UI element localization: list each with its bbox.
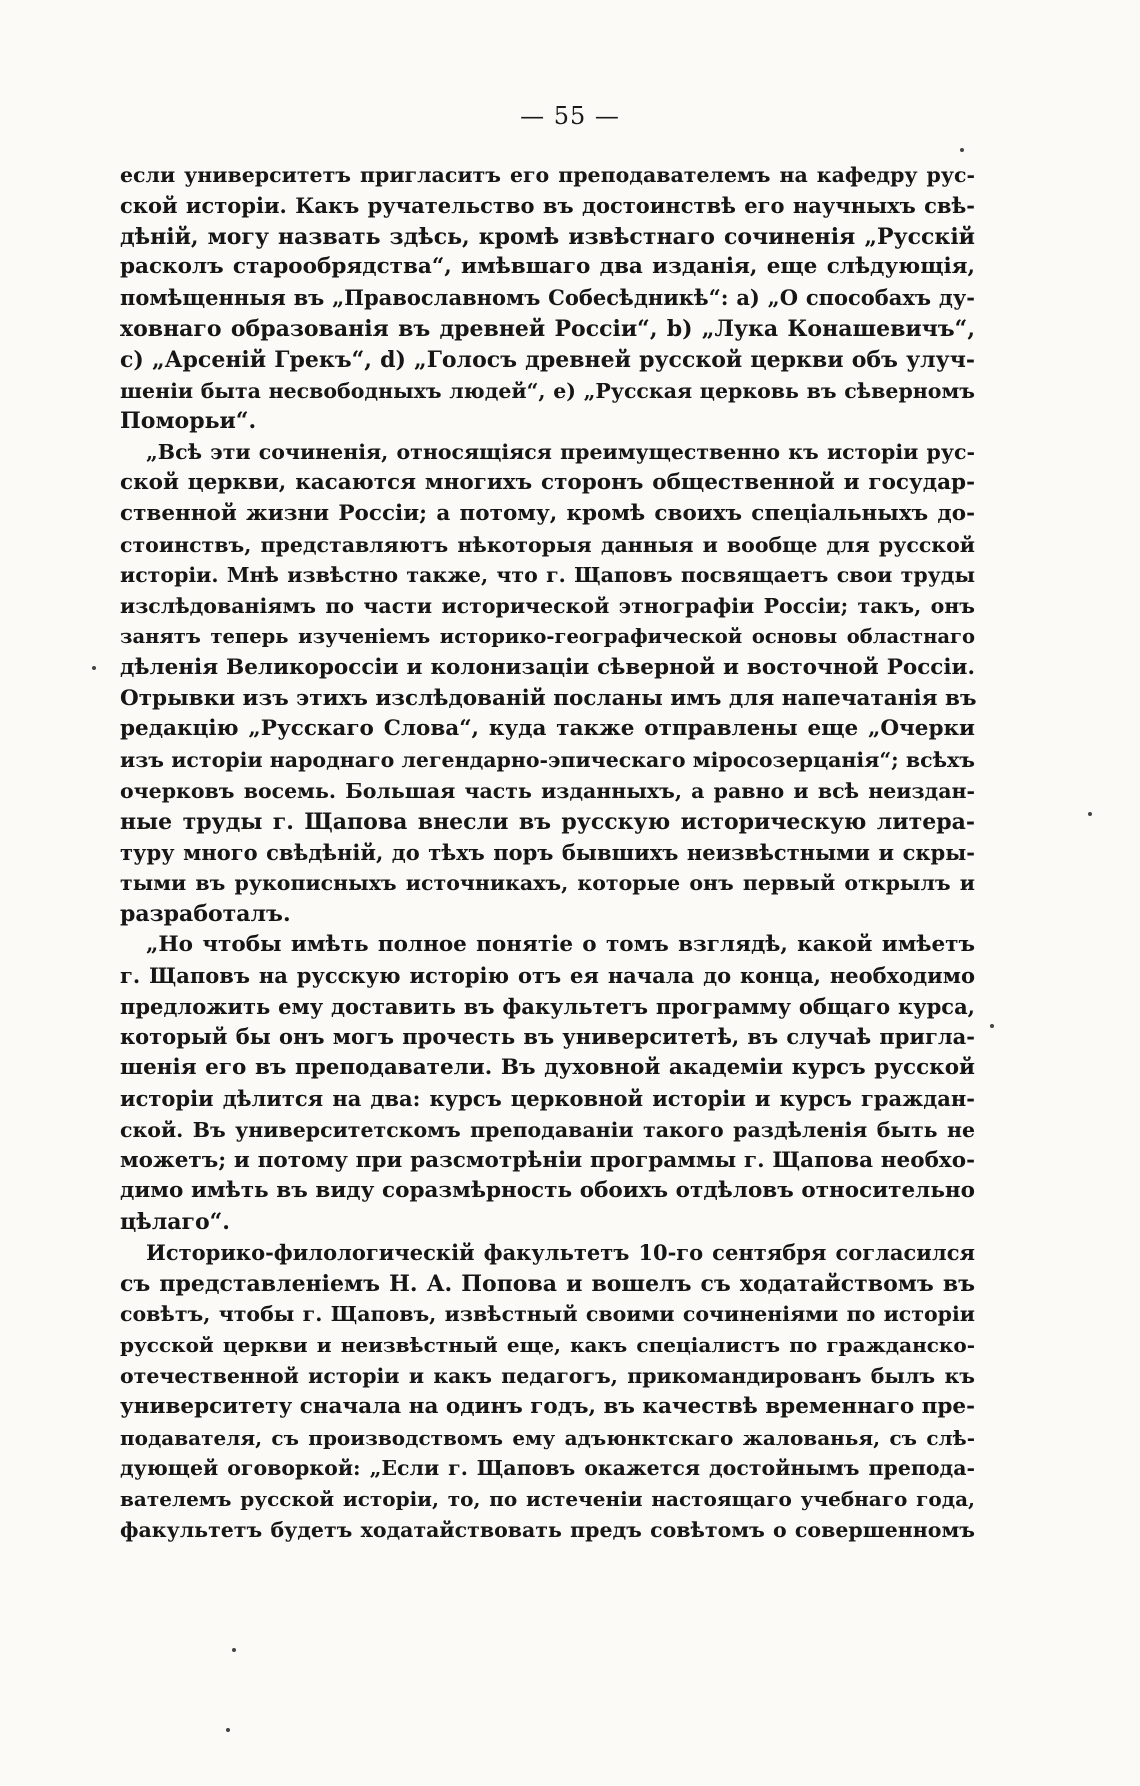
text-line: редакцію „Русскаго Слова“, куда также отправлены еще „Очерки bbox=[120, 716, 975, 742]
body-text bbox=[120, 160, 975, 1546]
text-line: „Всѣ эти сочиненія, относящіяся преимущественно къ исторіи рус- bbox=[146, 440, 975, 465]
text-line: предложить ему доставить въ факультетъ программу общаго курса, bbox=[120, 993, 975, 1019]
text-line: дѣленія Великороссіи и колонизаціи сѣверной и восточной Россіи. bbox=[120, 654, 975, 680]
text-line: стоинствъ, представляютъ нѣкоторыя данныя и вообще для русской bbox=[120, 532, 975, 557]
text-line: вателемъ русской исторіи, то, по истеченіи настоящаго учебнаго года, bbox=[120, 1487, 975, 1512]
text-line: русской церкви и неизвѣстный еще, какъ спеціалистъ по гражданско- bbox=[120, 1333, 975, 1358]
text-line: который бы онъ могъ прочесть въ университетѣ, въ случаѣ пригла- bbox=[120, 1024, 975, 1050]
text-line: исторіи дѣлится на два: курсъ церковной исторіи и курсъ граждан- bbox=[120, 1085, 975, 1111]
scan-speck bbox=[1088, 812, 1092, 816]
scan-speck bbox=[960, 148, 964, 152]
text-line: Отрывки изъ этихъ изслѣдованій посланы имъ для напечатанія въ bbox=[120, 685, 977, 711]
text-line: занятъ теперь изученіемъ историко-географической основы областнаго bbox=[120, 624, 975, 648]
text-line: разработалъ. bbox=[120, 901, 291, 928]
text-line: изъ исторіи народнаго легендарно-эпическаго міросозерцанія“; всѣхъ bbox=[120, 748, 975, 773]
text-line: изслѣдованіямъ по части исторической этнографіи Россіи; такъ, онъ bbox=[120, 594, 975, 619]
text-line: дующей оговоркой: „Если г. Щаповъ окажется достойнымъ препода- bbox=[120, 1456, 975, 1481]
text-line: цѣлаго“. bbox=[120, 1209, 230, 1236]
text-line: можетъ; и потому при разсмотрѣніи программы г. Щапова необхо- bbox=[120, 1147, 975, 1173]
text-line: исторіи. Мнѣ извѣстно также, что г. Щаповъ посвящаетъ свои труды bbox=[120, 563, 975, 588]
text-line: шенія его въ преподаватели. Въ духовной академіи курсъ русской bbox=[120, 1055, 975, 1081]
text-line: Историко-филологическій факультетъ 10-го сентября согласился bbox=[146, 1239, 975, 1265]
text-line: расколъ старообрядства“, имѣвшаго два изданія, еще слѣдующія, bbox=[120, 254, 975, 280]
text-line: тыми въ рукописныхъ источникахъ, которые онъ первый открылъ и bbox=[120, 871, 975, 896]
text-line: димо имѣть въ виду соразмѣрность обоихъ отдѣловъ относительно bbox=[120, 1178, 975, 1204]
page-number: — 55 — bbox=[520, 102, 620, 130]
text-line: Поморьи“. bbox=[120, 408, 257, 435]
text-line: ской церкви, касаются многихъ сторонъ общественной и государ- bbox=[120, 469, 975, 495]
text-line: ные труды г. Щапова внесли въ русскую историческую литера- bbox=[120, 808, 975, 835]
text-line: университету сначала на одинъ годъ, въ качествѣ временнаго пре- bbox=[120, 1393, 976, 1419]
text-line: ственной жизни Россіи; а потому, кромѣ своихъ спеціальныхъ до- bbox=[120, 500, 975, 526]
scan-speck bbox=[990, 1024, 994, 1028]
scan-speck bbox=[232, 1648, 236, 1652]
text-line: г. Щаповъ на русскую исторію отъ ея начала до конца, необходимо bbox=[120, 962, 975, 988]
text-line: ской. Въ университетскомъ преподаваніи такого раздѣленія быть не bbox=[120, 1117, 975, 1142]
scan-speck bbox=[226, 1728, 230, 1732]
text-line: помѣщенныя въ „Православномъ Собесѣдникѣ“: a) „О способахъ ду- bbox=[120, 285, 975, 311]
text-line: если университетъ пригласитъ его преподавателемъ на кафедру рус- bbox=[120, 163, 975, 187]
text-line: очерковъ восемь. Большая часть изданныхъ, а равно и всѣ неиздан- bbox=[120, 778, 975, 803]
text-line: подавателя, съ производствомъ ему адъюнктскаго жалованья, съ слѣ- bbox=[120, 1425, 975, 1450]
text-line: c) „Арсеній Грекъ“, d) „Голосъ древней русской церкви объ улуч- bbox=[120, 346, 975, 373]
text-line: факультетъ будетъ ходатайствовать предъ совѣтомъ о совершенномъ bbox=[120, 1518, 975, 1543]
text-line: шеніи быта несвободныхъ людей“, e) „Русская церковь въ сѣверномъ bbox=[120, 378, 975, 403]
text-line: дѣній, могу назвать здѣсь, кромѣ извѣстнаго сочиненія „Русскій bbox=[120, 223, 975, 250]
text-line: отечественной исторіи и какъ педагогъ, прикомандированъ былъ къ bbox=[120, 1364, 975, 1389]
text-line: съ представленіемъ Н. А. Попова и вошелъ съ ходатайствомъ въ bbox=[120, 1270, 975, 1297]
text-line: ской исторіи. Какъ ручательство въ достоинствѣ его научныхъ свѣ- bbox=[120, 192, 975, 218]
text-line: совѣтъ, чтобы г. Щаповъ, извѣстный своими сочиненіями по исторіи bbox=[120, 1302, 975, 1327]
text-line: „Но чтобы имѣть полное понятіе о томъ взглядѣ, какой имѣетъ bbox=[146, 931, 975, 957]
text-line: ховнаго образованія въ древней Россіи“, b) „Лука Конашевичъ“, bbox=[120, 315, 975, 342]
text-line: туру много свѣдѣній, до тѣхъ поръ бывшихъ неизвѣстными и скры- bbox=[120, 839, 975, 865]
scan-speck bbox=[92, 666, 96, 670]
